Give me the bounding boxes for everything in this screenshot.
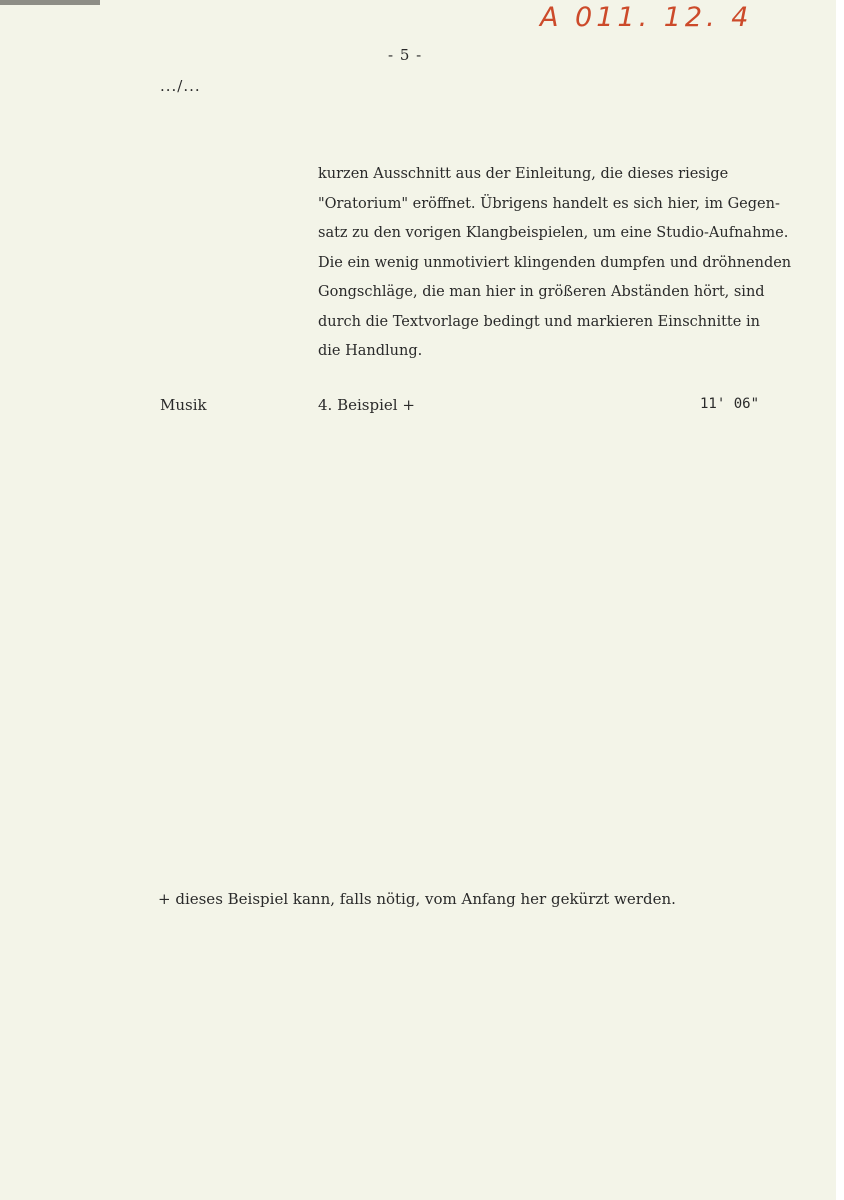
body-line: "Oratorium" eröffnet. Übrigens handelt es sich hier, im Gegen- xyxy=(318,195,780,212)
scan-margin xyxy=(836,0,844,1200)
music-label: Musik xyxy=(160,396,207,414)
body-line: satz zu den vorigen Klangbeispielen, um eine Studio-Aufnahme. xyxy=(318,225,789,241)
footnote: + dieses Beispiel kann, falls nötig, vom Anfang her gekürzt werden. xyxy=(158,890,676,908)
body-paragraph xyxy=(318,160,818,367)
body-line: kurzen Ausschnitt aus der Einleitung, die dieses riesige xyxy=(318,166,729,182)
archive-code-handwritten: A 011. 12. 4 xyxy=(540,2,753,33)
page-number: - 5 - xyxy=(388,46,423,64)
body-line: die Handlung. xyxy=(318,343,423,359)
continuation-mark: .../... xyxy=(160,77,201,95)
scan-smudge xyxy=(0,0,100,5)
body-line: Gongschläge, die man hier in größeren Abständen hört, sind xyxy=(318,284,765,300)
body-line: Die ein wenig unmotiviert klingenden dumpfen und dröhnenden xyxy=(318,254,792,271)
body-line: durch die Textvorlage bedingt und markieren Einschnitte in xyxy=(318,313,760,330)
example-title: 4. Beispiel + xyxy=(318,396,415,414)
example-duration: 11' 06" xyxy=(700,396,760,412)
